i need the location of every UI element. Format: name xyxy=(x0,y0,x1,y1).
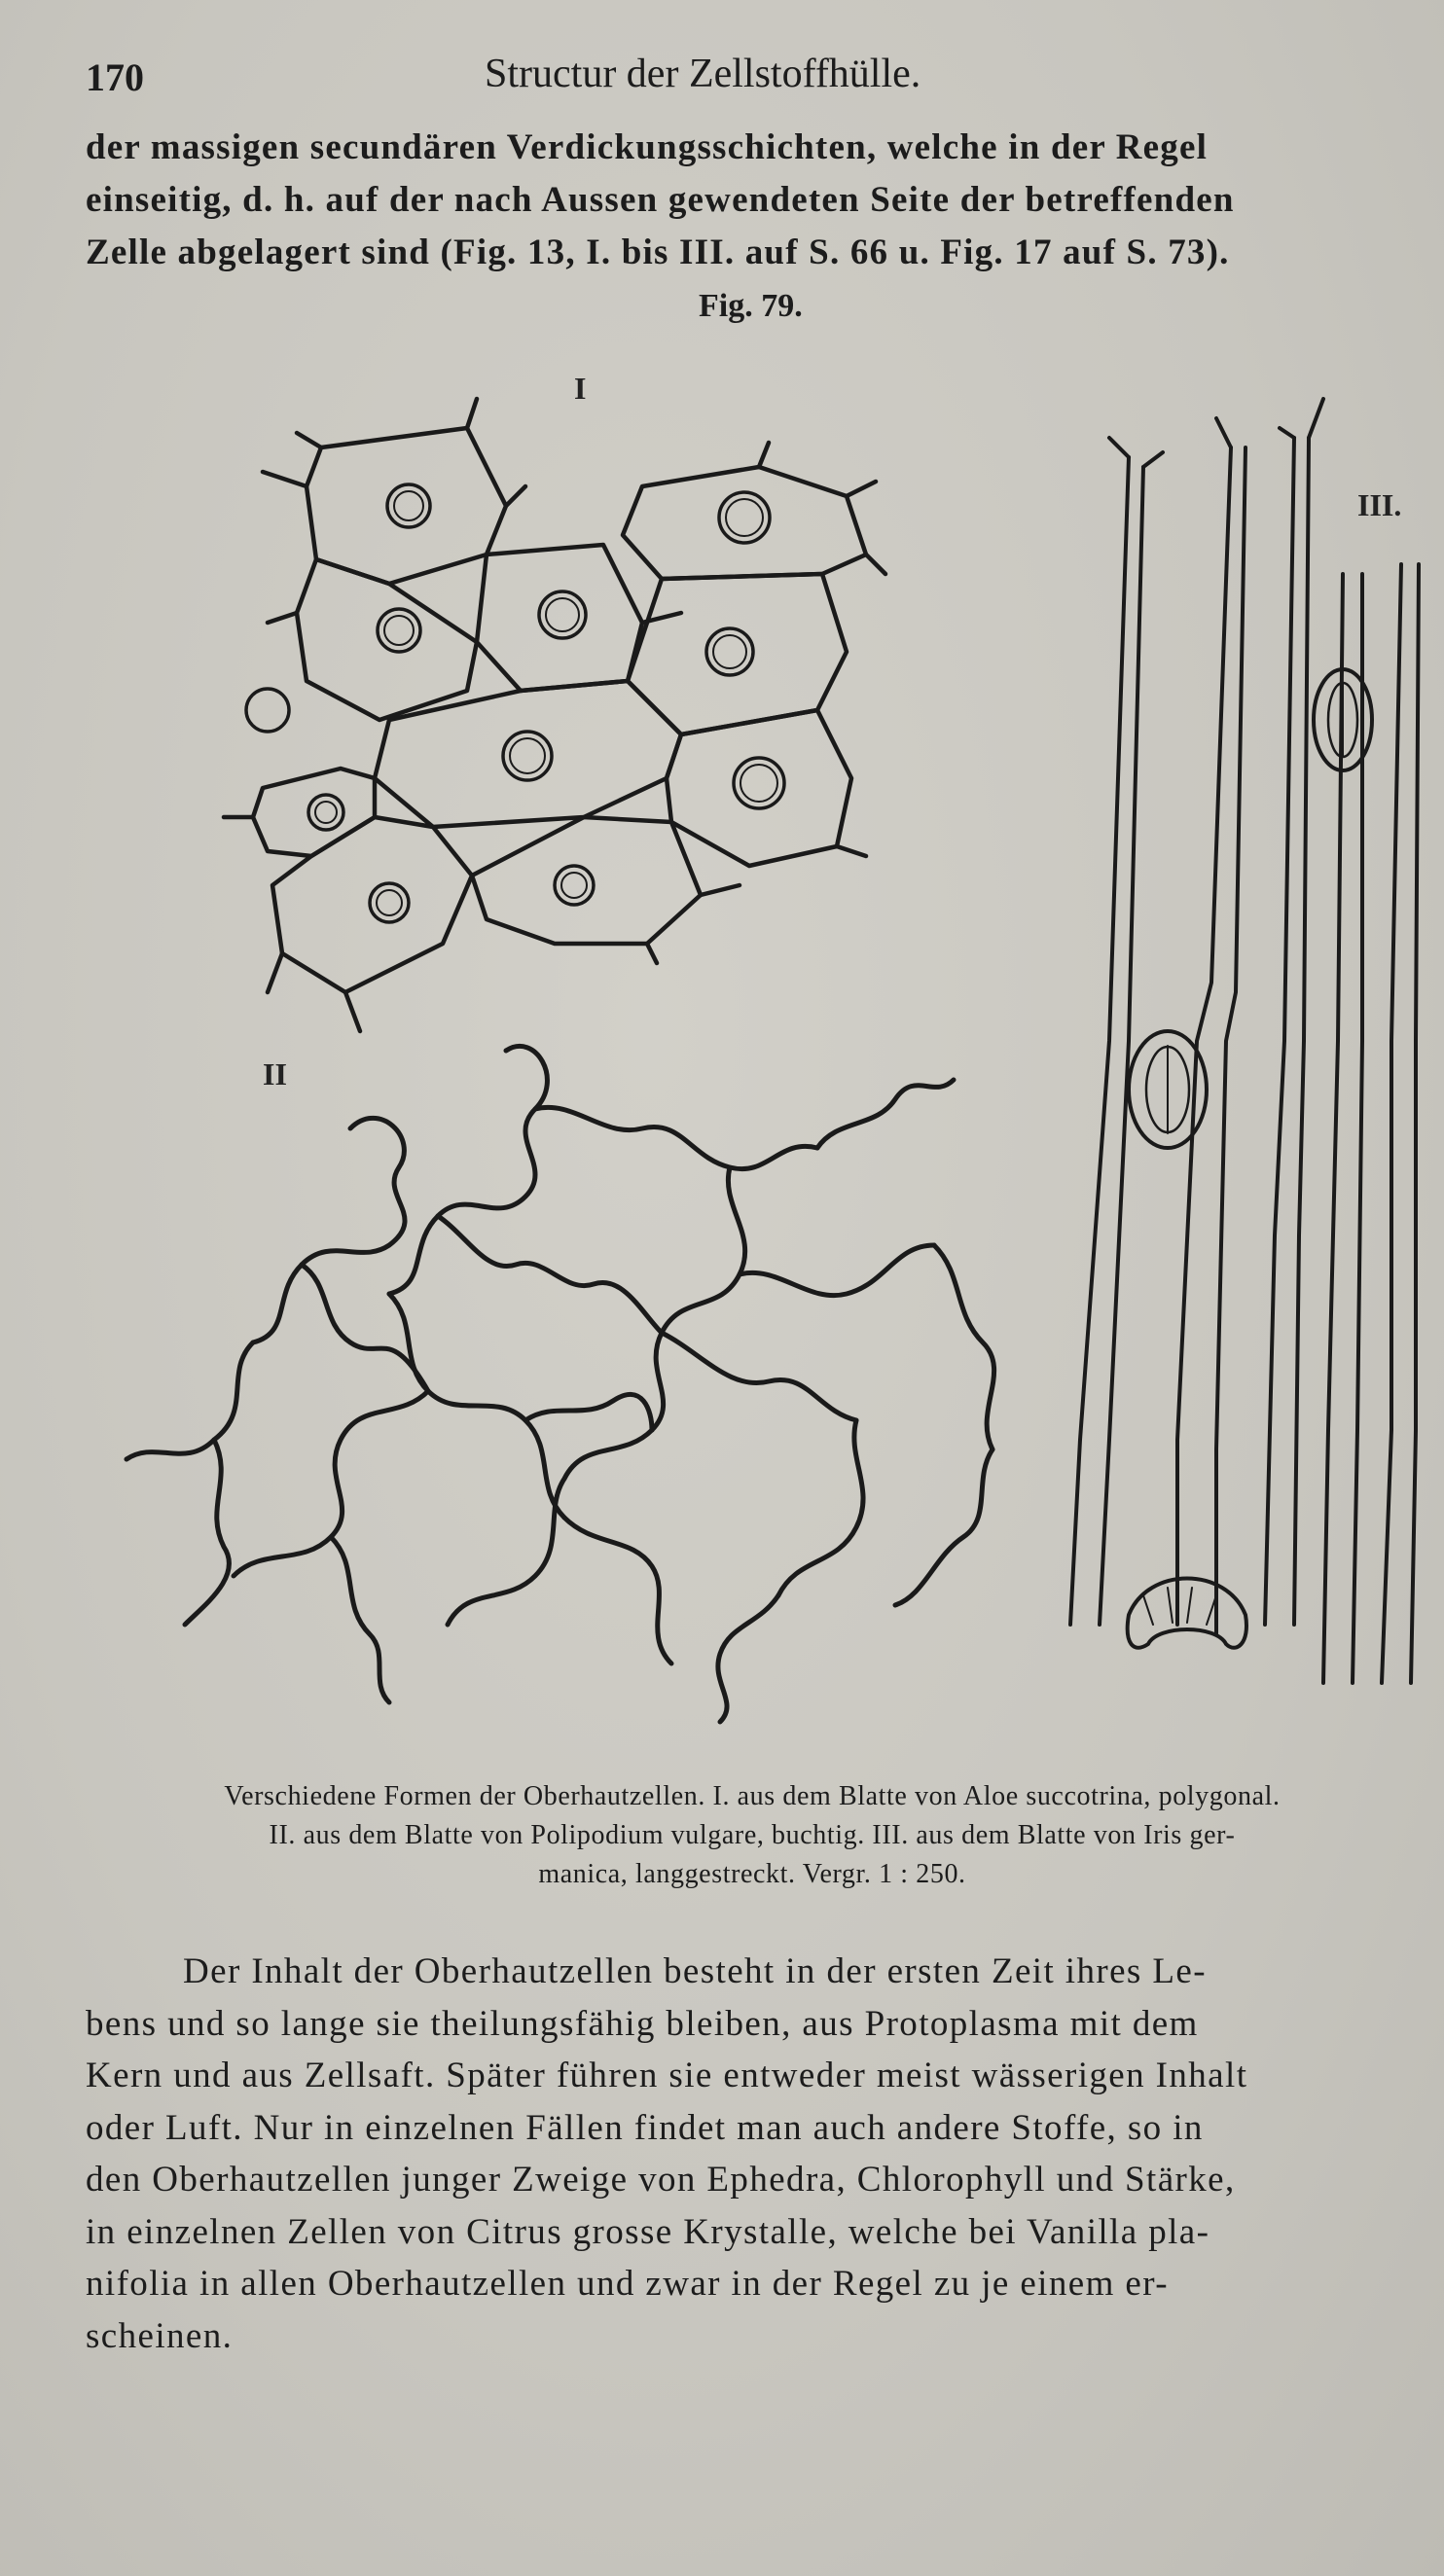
sinuous-wall xyxy=(718,1595,778,1722)
panel-label-iii: III. xyxy=(1357,487,1402,522)
figure-79-illustration xyxy=(97,360,1421,1761)
cell xyxy=(307,428,506,584)
body-line: bens und so lange sie theilungsfähig bleiben, aus Protoplasma mit dem xyxy=(86,2003,1199,2044)
body-line: in einzelnen Zellen von Citrus grosse Krystalle, welche bei Vanilla pla- xyxy=(86,2211,1210,2252)
body-line: Kern und aus Zellsaft. Später führen sie entweder meist wässerigen Inhalt xyxy=(86,2056,1248,2095)
cell xyxy=(477,545,642,691)
intro-line: einseitig, d. h. auf der nach Aussen gewendeten Seite der betreffenden xyxy=(86,180,1235,220)
cell xyxy=(623,467,866,579)
figure-label: Fig. 79. xyxy=(699,288,803,324)
sinuous-wall xyxy=(817,1080,954,1148)
sinuous-wall xyxy=(448,1430,652,1625)
cell xyxy=(667,710,851,866)
intro-line: der massigen secundären Verdickungsschichten, welche in der Regel xyxy=(86,127,1209,167)
sinuous-wall xyxy=(331,1537,389,1702)
cell xyxy=(272,817,472,992)
body-line: den Oberhautzellen junger Zweige von Ephedra, Chlorophyll und Stärke, xyxy=(86,2160,1236,2200)
caption-line: manica, langgestreckt. Vergr. 1 : 250. xyxy=(538,1859,966,1889)
sinuous-wall xyxy=(778,1420,863,1595)
sinuous-wall xyxy=(934,1245,994,1449)
panel-i-polygonal-cells xyxy=(224,399,885,1031)
epidermis-cells-drawing xyxy=(97,360,1421,1761)
intro-line: Zelle abgelagert sind (Fig. 13, I. bis III. auf S. 66 u. Fig. 17 auf S. 73). xyxy=(86,233,1230,272)
sinuous-wall xyxy=(740,1245,934,1296)
sinuous-wall xyxy=(895,1449,993,1605)
intro-paragraph xyxy=(86,122,1419,279)
panel-label-ii: II xyxy=(263,1056,287,1091)
page-header xyxy=(86,51,1380,109)
caption-line: Verschiedene Formen der Oberhautzellen. I. aus dem Blatte von Aloe succotrina, polygonal. xyxy=(224,1781,1281,1811)
body-line: scheinen. xyxy=(86,2315,234,2356)
cell xyxy=(375,681,681,827)
nucleus xyxy=(246,689,289,732)
sinuous-wall xyxy=(564,1518,671,1664)
body-line: oder Luft. Nur in einzelnen Fällen findet man auch andere Stoffe, so in xyxy=(86,2107,1204,2148)
body-paragraph xyxy=(86,1946,1419,2362)
running-title: Structur der Zellstoffhülle. xyxy=(485,52,921,96)
caption-line: II. aus dem Blatte von Polipodium vulgare, buchtig. III. aus dem Blatte von Iris ger- xyxy=(269,1820,1236,1850)
sinuous-wall xyxy=(535,1107,817,1168)
nucleus xyxy=(308,795,343,830)
sinuous-wall xyxy=(389,1046,547,1294)
page-number: 170 xyxy=(86,55,144,99)
sinuous-wall xyxy=(126,1342,253,1459)
sinuous-wall xyxy=(662,1333,856,1420)
figure-caption xyxy=(86,1777,1419,1894)
panel-ii-sinuous-cells xyxy=(126,1046,994,1722)
sinuous-wall xyxy=(234,1391,428,1576)
panel-label-i: I xyxy=(574,371,587,406)
sinuous-wall xyxy=(389,1294,564,1518)
stoma-group xyxy=(1128,1579,1246,1648)
panel-iii-elongated-cells xyxy=(1070,399,1419,1683)
body-line: nifolia in allen Oberhautzellen und zwar in der Regel zu je einem er- xyxy=(86,2264,1169,2304)
body-line: Der Inhalt der Oberhautzellen besteht in der ersten Zeit ihres Le- xyxy=(183,1951,1207,1991)
cell xyxy=(253,769,375,856)
sinuous-wall xyxy=(652,1167,745,1430)
sinuous-wall xyxy=(185,1440,229,1625)
